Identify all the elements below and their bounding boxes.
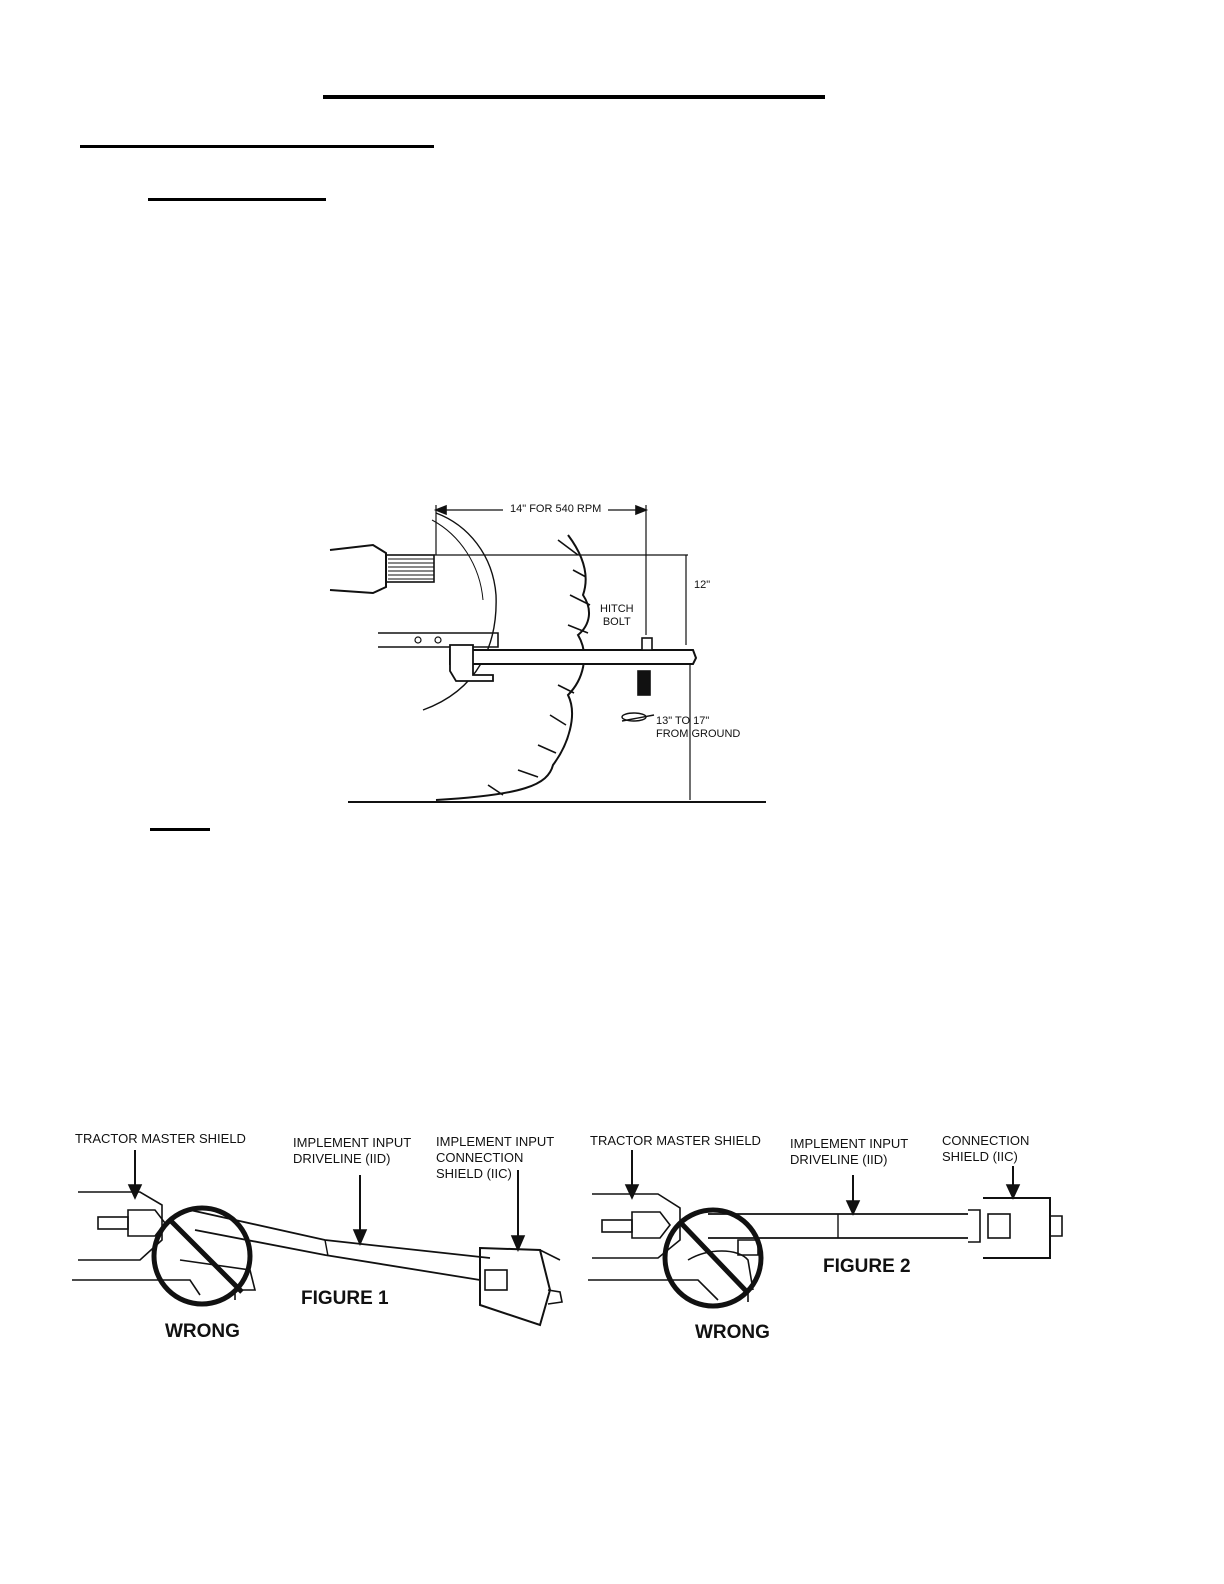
fig1-driveline-label: IMPLEMENT INPUT DRIVELINE (IID)	[293, 1135, 412, 1166]
fig1-caption: FIGURE 1	[301, 1288, 389, 1309]
fig2-driveline-label: IMPLEMENT INPUT DRIVELINE (IID)	[790, 1136, 909, 1167]
hitch-diagram	[328, 495, 778, 810]
section-heading-underline	[80, 145, 434, 148]
title-underline	[323, 95, 825, 99]
hitch-bolt-label: HITCH BOLT	[600, 603, 634, 628]
fig1-wrong-label: WRONG	[165, 1321, 240, 1342]
figure-1	[70, 1130, 570, 1350]
fig2-wrong-label: WRONG	[695, 1322, 770, 1343]
note-heading-underline	[150, 828, 210, 831]
hitch-diagram-drawing	[328, 495, 778, 810]
fig1-tractor-shield-label: TRACTOR MASTER SHIELD	[75, 1131, 246, 1146]
figure-2	[588, 1130, 1068, 1350]
fig2-connection-shield-label: CONNECTION SHIELD (IIC)	[942, 1133, 1030, 1164]
subheading-underline	[148, 198, 326, 201]
ground-height-label: 13" TO 17" FROM GROUND	[656, 715, 741, 740]
fig2-caption: FIGURE 2	[823, 1256, 911, 1277]
fig2-tractor-shield-label: TRACTOR MASTER SHIELD	[590, 1133, 761, 1148]
dimension-label-12in: 12"	[694, 579, 711, 591]
fig1-connection-shield-label: IMPLEMENT INPUT CONNECTION SHIELD (IIC)	[436, 1134, 555, 1181]
dimension-label-540rpm: 14" FOR 540 RPM	[510, 503, 602, 515]
